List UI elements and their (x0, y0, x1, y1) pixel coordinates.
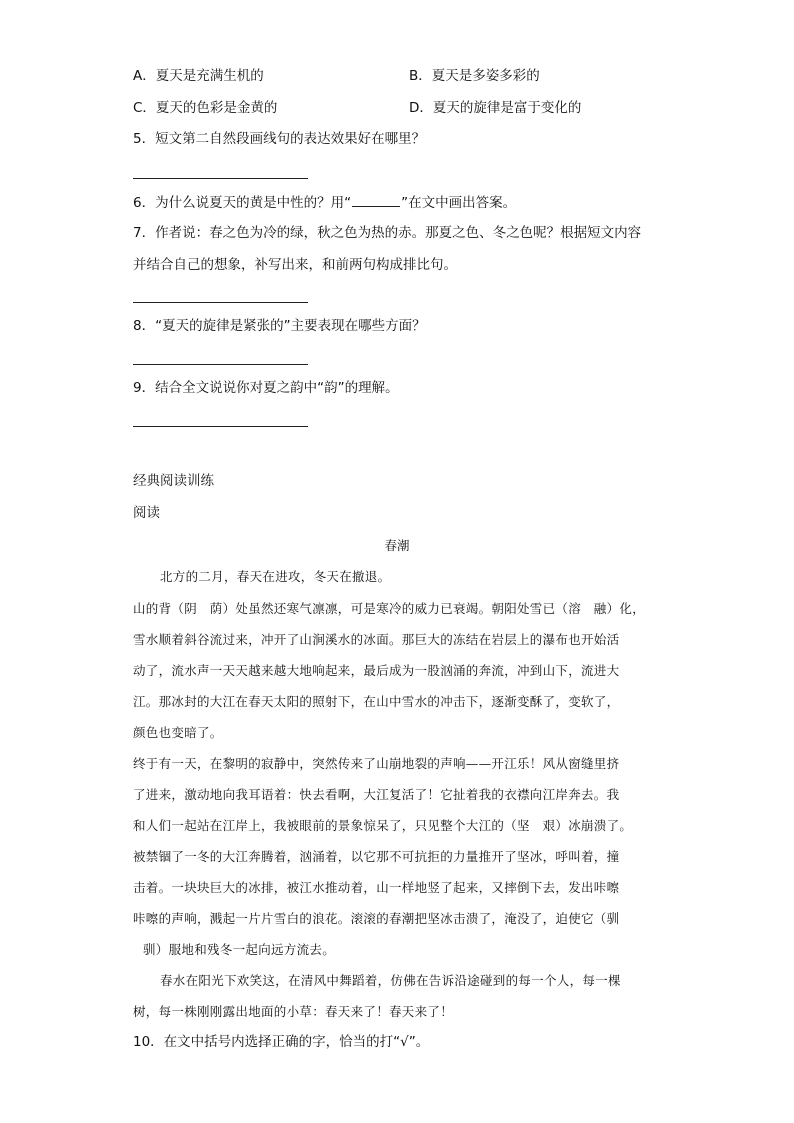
question-6-text-after: ”在文中画出答案。 (401, 195, 517, 211)
question-9: 9．结合全文说说你对夏之韵中“韵”的理解。 (133, 380, 399, 396)
question-6-text-before: 6．为什么说夏天的黄是中性的？用“ (133, 195, 352, 211)
passage-paragraph-1: 北方的二月，春天在进攻，冬天在撤退。 (160, 569, 391, 584)
question-8: 8．“夏天的旋律是紧张的”主要表现在哪些方面？ (133, 318, 426, 334)
question-6 (133, 192, 516, 213)
passage-line: 山的背（阴 荫）处虽然还寒气凛凛，可是寒冷的威力已衰竭。朝阳处雪已（溶 融）化， (133, 601, 646, 616)
answer-line-7 (133, 302, 308, 303)
answer-line-8 (133, 364, 308, 365)
passage-line: 击着。一块块巨大的冰排，被江水推动着，山一样地竖了起来，又摔倒下去，发出咔嚓 (133, 880, 620, 895)
passage-line: 树，每一株刚刚露出地面的小草：春天来了！春天来了！ (133, 1004, 454, 1019)
option-a: A．夏天是充满生机的 (133, 68, 264, 84)
question-7-line-1: 7．作者说：春之色为冷的绿，秋之色为热的赤。那夏之色、冬之色呢？根据短文内容 (133, 225, 642, 241)
passage-line: 江。那冰封的大江在春天太阳的照射下，在山中雪水的冲击下，逐渐变酥了，变软了， (133, 694, 620, 709)
question-7-line-2: 并结合自己的想象，补写出来，和前两句构成排比句。 (133, 257, 457, 273)
section-heading: 经典阅读训练 (133, 473, 214, 489)
passage-line: 咔嚓的声响，溅起一片片雪白的浪花。滚滚的春潮把坚冰击溃了，淹没了，迫使它（驯 (133, 911, 620, 926)
passage-line: 了进来，激动地向我耳语着：快去看啊，大江复活了！它扯着我的衣襟向江岸奔去。我 (133, 787, 620, 802)
question-5: 5．短文第二自然段画线句的表达效果好在哪里？ (133, 131, 426, 147)
passage-line: 驯）服地和残冬一起向远方流去。 (143, 942, 336, 957)
answer-line-5 (133, 178, 308, 179)
underline-mark (352, 192, 400, 207)
passage-line: 终于有一天，在黎明的寂静中，突然传来了山崩地裂的声响——开江乐！风从窗缝里挤 (133, 756, 620, 771)
passage-title: 春潮 (384, 538, 410, 553)
option-b: B．夏天是多姿多彩的 (409, 68, 540, 84)
passage-line: 动了，流水声一天天越来越大地响起来，最后成为一股汹涌的奔流，冲到山下，流进大 (133, 663, 620, 678)
passage-line: 颜色也变暗了。 (133, 725, 223, 740)
section-subheading: 阅读 (133, 505, 160, 521)
passage-line: 和人们一起站在江岸上，我被眼前的景象惊呆了，只见整个大江的（坚 艰）冰崩溃了。 (133, 818, 633, 833)
question-10: 10．在文中括号内选择正确的字，恰当的打“√”。 (133, 1034, 430, 1050)
passage-line: 雪水顺着斜谷流过来，冲开了山涧溪水的冰面。那巨大的冻结在岩层上的瀑布也开始活 (133, 632, 620, 647)
option-c: C．夏天的色彩是金黄的 (133, 100, 278, 116)
answer-line-9 (133, 426, 308, 427)
passage-line: 春水在阳光下欢笑这，在清风中舞蹈着，仿佛在告诉沿途碰到的每一个人，每一棵 (160, 973, 621, 988)
option-d: D．夏天的旋律是富于变化的 (409, 100, 582, 116)
passage-line: 被禁锢了一冬的大江奔腾着，汹涌着，以它那不可抗拒的力量推开了坚冰，呼叫着，撞 (133, 849, 620, 864)
